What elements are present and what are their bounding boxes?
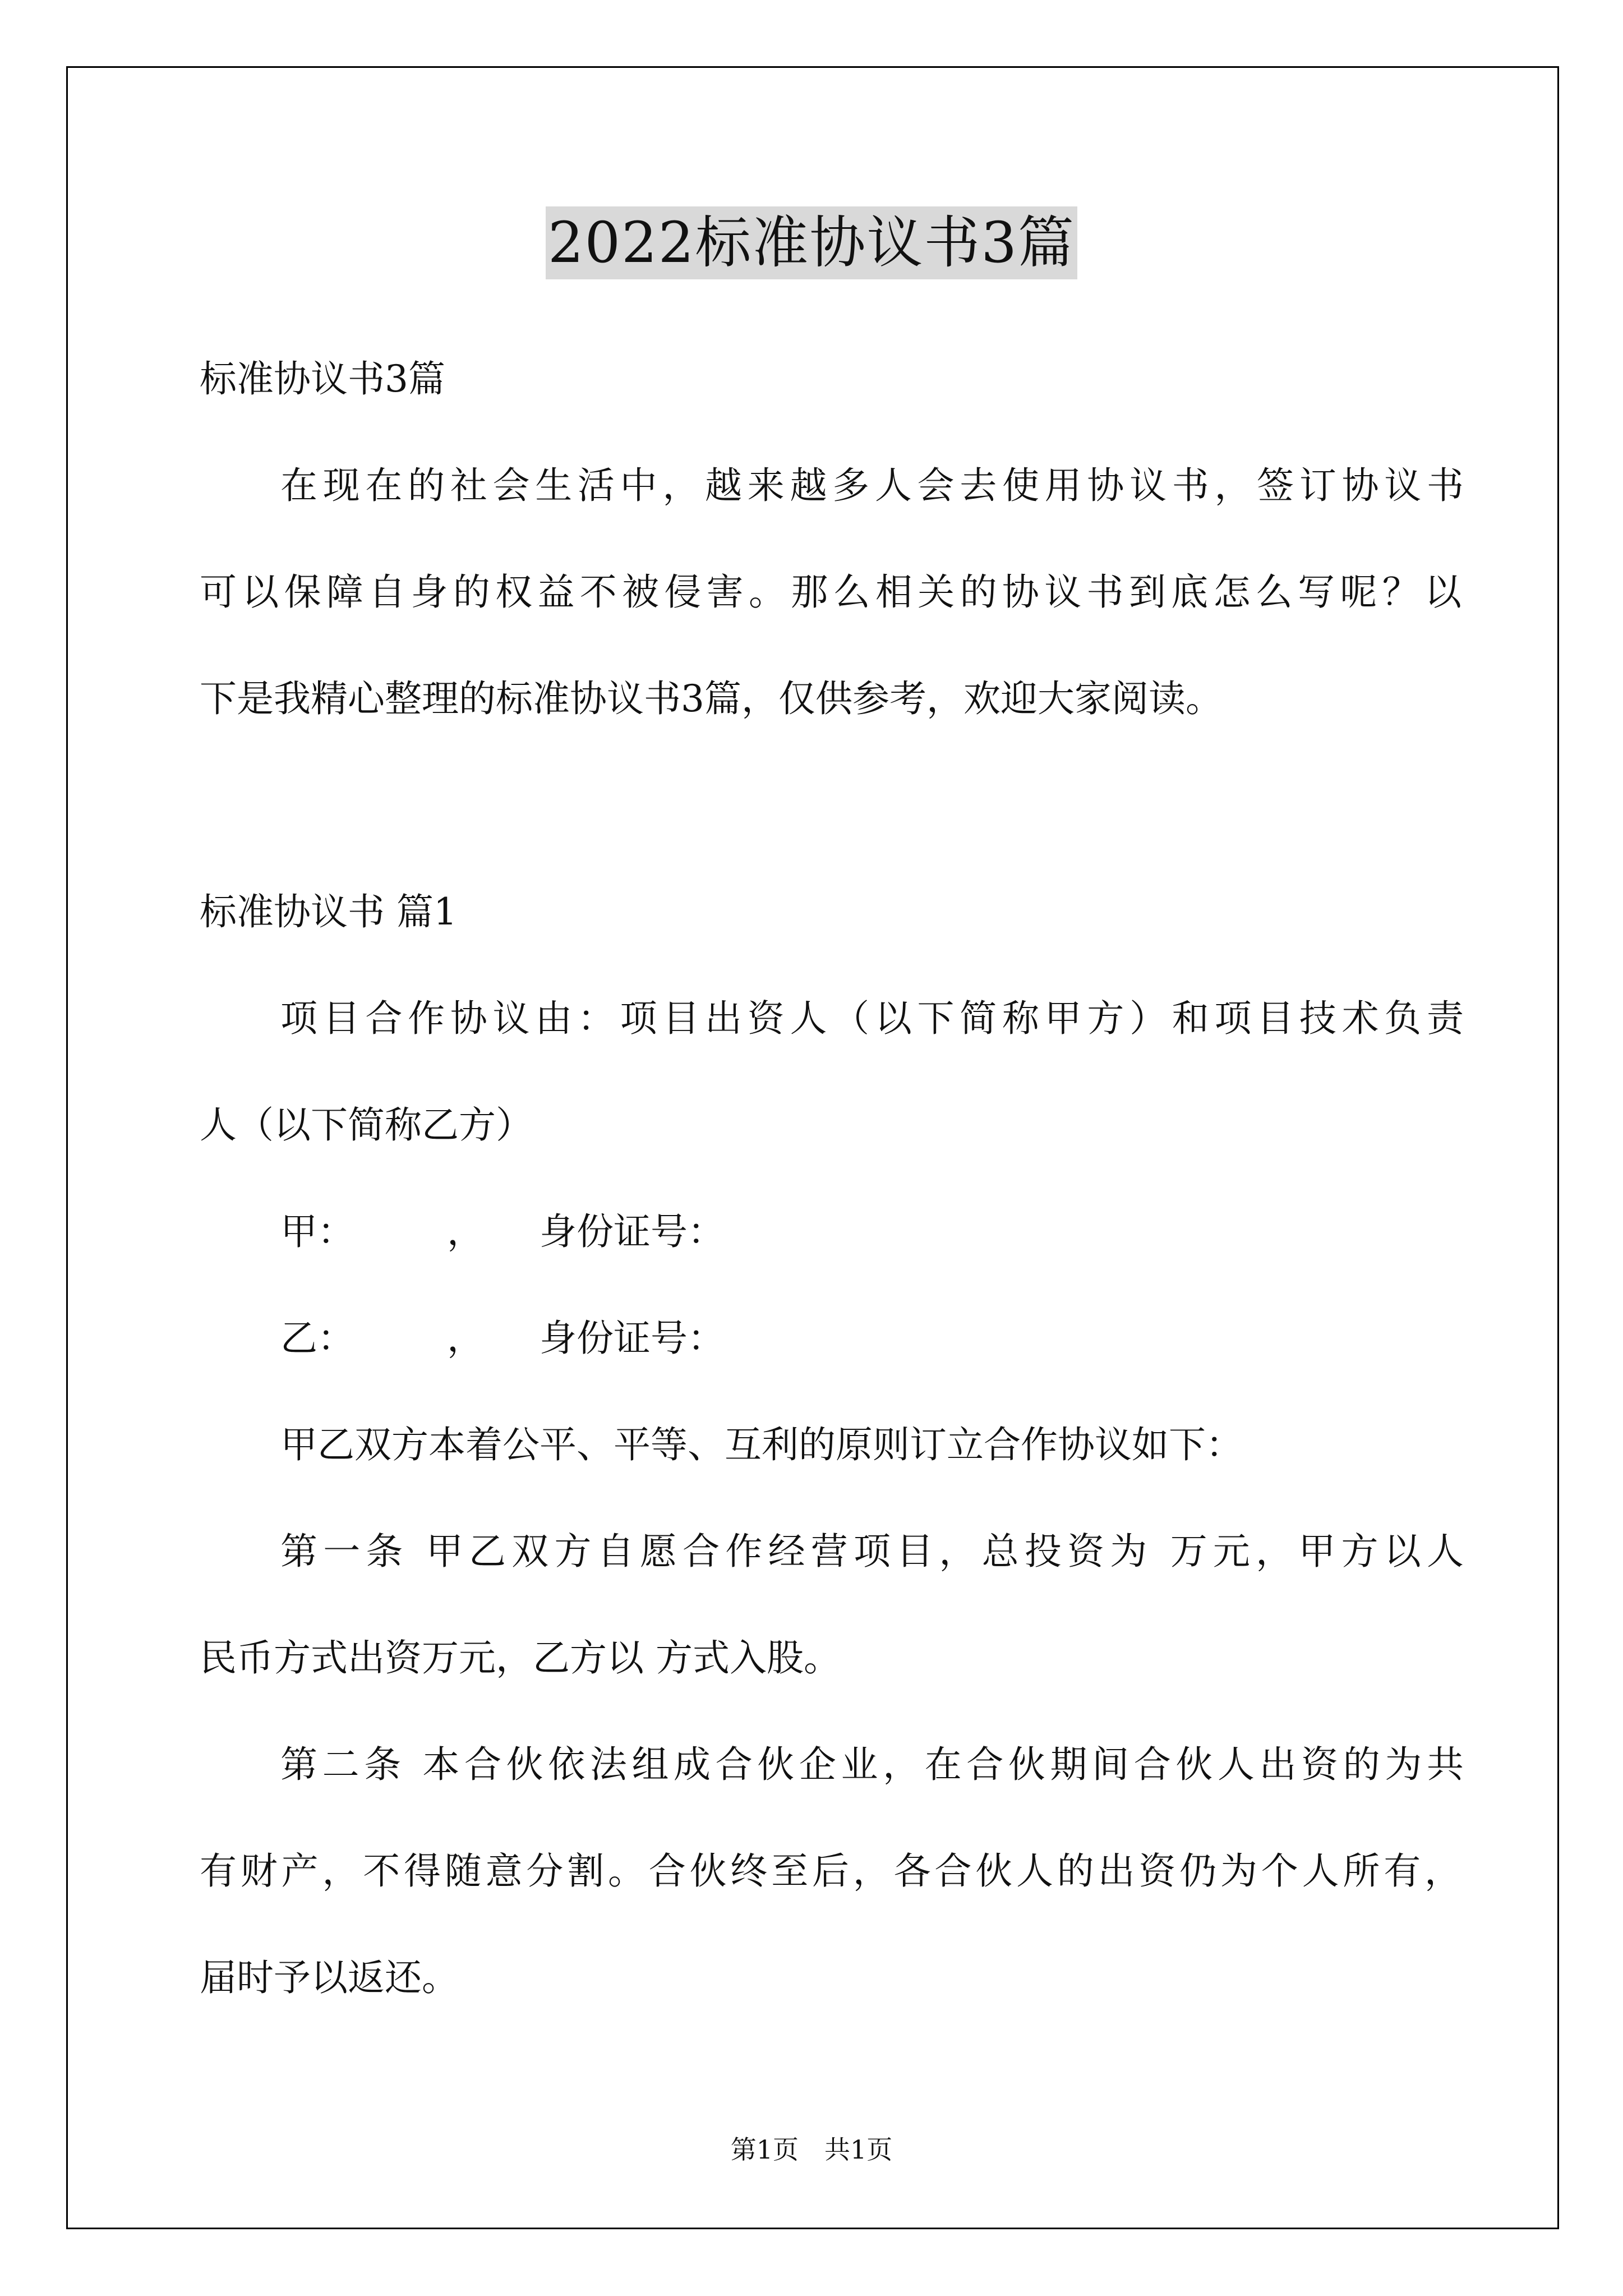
party-b-line: 乙： ， 身份证号： <box>280 1317 725 1360</box>
paragraph-line: 人（以下简称乙方） <box>200 1103 533 1147</box>
intro-line-3: 下是我精心整理的标准协议书3篇，仅供参考，欢迎大家阅读。 <box>200 677 1223 720</box>
document-title: 2022标准协议书3篇 <box>546 206 1077 279</box>
article-1-line-1: 第一条 甲乙双方自愿合作经营项目，总投资为 万元，甲方以人 <box>280 1530 1464 1573</box>
page-footer: 第1页 共1页 <box>730 2134 893 2165</box>
article-2-line-1: 第二条 本合伙依法组成合伙企业，在合伙期间合伙人出资的为共 <box>280 1743 1464 1786</box>
document-subtitle: 标准协议书3篇 <box>200 357 445 401</box>
party-a-line: 甲： ， 身份证号： <box>280 1210 725 1253</box>
article-2-line-2: 有财产，不得随意分割。合伙终至后，各合伙人的出资仍为个人所有， <box>200 1849 1461 1893</box>
principle-line: 甲乙双方本着公平、平等、互利的原则订立合作协议如下： <box>280 1423 1243 1466</box>
intro-line-2: 可以保障自身的权益不被侵害。那么相关的协议书到底怎么写呢？以 <box>200 570 1461 614</box>
article-2-line-3: 届时予以返还。 <box>200 1956 459 1999</box>
article-1-line-2: 民币方式出资万元，乙方以 方式入股。 <box>200 1636 841 1680</box>
intro-line-1: 在现在的社会生活中，越来越多人会去使用协议书，签订协议书 <box>280 464 1464 507</box>
title-container <box>0 206 1623 279</box>
paragraph-line: 项目合作协议由：项目出资人（以下简称甲方）和项目技术负责 <box>280 997 1464 1040</box>
section-heading: 标准协议书 篇1 <box>200 890 457 933</box>
